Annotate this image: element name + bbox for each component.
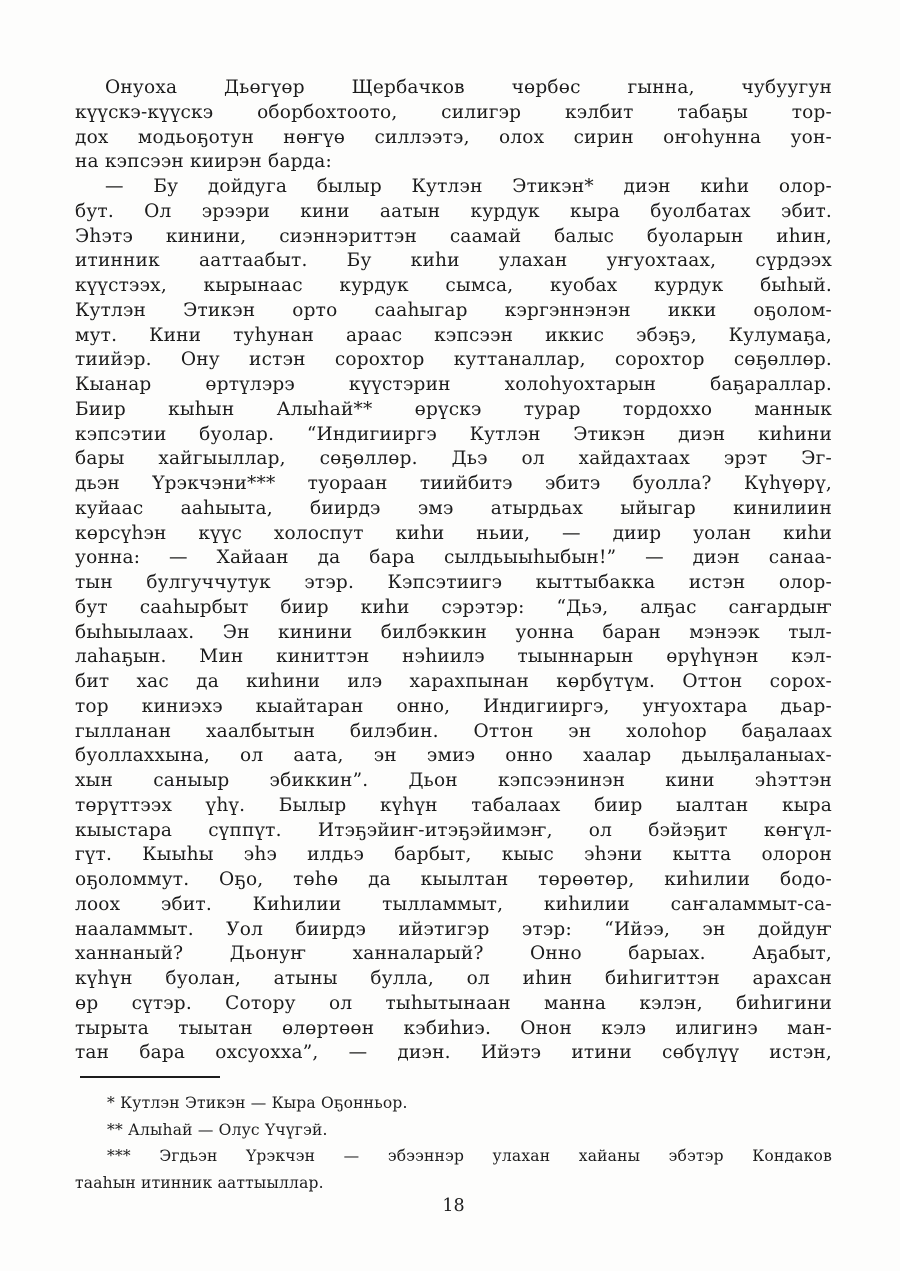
text-line: ханнаный? Дьонуҥ ханналарый? Онно барыах. Аҕабыт, xyxy=(75,943,832,965)
footnote-line: *** Эгдьэн Үрэкчэн — эбээннэр улахан хайаны эбэтэр Кондаков xyxy=(107,1147,832,1165)
text-line: итинник ааттаабыт. Бу киһи улахан уҥуохтаах, сүрдээх xyxy=(75,250,832,272)
text-line: мут. Кини туһунан араас кэпсээн иккис эбэҕэ, Кулумаҕа, xyxy=(75,324,832,346)
text-line: бут сааһырбыт биир киһи сэрэтэр: “Дьэ, алҕас саҥардыҥ xyxy=(75,596,832,618)
text-line: лаһаҕын. Мин киниттэн нэһиилэ тыыннарын өрүһүнэн кэл- xyxy=(75,646,832,668)
text-line: куйаас ааһыыта, биирдэ эмэ атырдьах ыйыгар кинилиин xyxy=(75,497,832,519)
text-line: на кэпсээн киирэн барда: xyxy=(75,151,332,173)
text-line: дьэн Үрэкчэни*** туораан тиийбитэ эбитэ буолла? Күһүөрү, xyxy=(75,473,832,494)
text-line: кэпсэтии буолар. “Индигииргэ Кутлэн Этикэн диэн киһини xyxy=(75,423,832,445)
text-line: быһыылаах. Эн кинини билбэккин уонна баран мэнээк тыл- xyxy=(75,621,832,643)
text-line: гылланан хаалбытын билэбин. Оттон эн холоһор баҕалаах xyxy=(75,720,832,742)
text-line: тын булгуччутук этэр. Кэпсэтиигэ кыттыбакка истэн олор- xyxy=(75,572,832,593)
text-line: буоллаххына, ол аата, эн эмиэ онно хаалар дьылҕаланыах- xyxy=(75,745,832,767)
text-line: кыыстара сүппүт. Итэҕэйиҥ-итэҕэйимэҥ, ол бэйэҕит көҥүл- xyxy=(75,819,832,841)
text-line: оҕоломмут. Оҕо, төһө да кыылтан төрөөтөр, киһилии бодо- xyxy=(75,869,832,890)
text-line: төрүттээх үһү. Былыр күһүн табалаах биир ыалтан кыра xyxy=(75,794,832,816)
text-line: тырыта тыытан өлөртөөн кэбиһиэ. Онон кэлэ илигинэ ман- xyxy=(75,1017,832,1039)
text-line: Биир кыһын Алыһай** өрүскэ турар тордоххо маннык xyxy=(75,398,832,420)
text-line: Кыанар өртүлэрэ күүстэрин холоһуохтарын баҕараллар. xyxy=(75,374,832,395)
text-line: хын саныыр эбиккин”. Дьон кэпсээнинэн кини эһэттэн xyxy=(75,770,832,791)
footnote-separator xyxy=(80,1076,220,1078)
text-line: лоох эбит. Киһилии тылламмыт, киһилии саҥаламмыт-са- xyxy=(75,893,832,915)
text-line: көрсүһэн күүс холоспут киһи ньии, — диир уолан киһи xyxy=(75,522,832,544)
text-line: күһүн буолан, атыны булла, ол иһин биһигиттэн арахсан xyxy=(75,968,832,989)
text-line: дох модьоҕотун нөҥүө силлээтэ, олох сирин оҥоһунна уон- xyxy=(75,126,832,148)
text-line: Кутлэн Этикэн орто сааһыгар кэргэннэнэн икки оҕолом- xyxy=(75,299,832,321)
footnote-line: тааһын итинник ааттыыллар. xyxy=(75,1173,324,1192)
text-line: уонна: — Хайаан да бара сылдьыыһыбын!” — диэн санаа- xyxy=(75,547,832,569)
text-line: — Бу дойдуга былыр Кутлэн Этикэн* диэн киһи олор- xyxy=(105,176,832,197)
text-line: нааламмыт. Уол биирдэ ийэтигэр этэр: “Ийээ, эн дойдуҥ xyxy=(75,918,832,940)
text-line: бары хайгыыллар, сөҕөллөр. Дьэ ол хайдахтаах эрэт Эг- xyxy=(75,448,832,470)
footnote-line: ** Алыһай — Олус Үчүгэй. xyxy=(107,1120,328,1139)
text-line: гүт. Кыыһы эһэ илдьэ барбыт, кыыс эһэни кытта олорон xyxy=(75,844,832,866)
text-line: тиийэр. Ону истэн сорохтор куттаналлар, сорохтор сөҕөллөр. xyxy=(75,349,832,371)
text-line: тан бара охсуохха”, — диэн. Ийэтэ итини сөбүлүү истэн, xyxy=(75,1042,832,1064)
text-line: бит хас да киһини илэ харахпынан көрбүтүм. Оттон сорох- xyxy=(75,671,832,692)
text-line: күүстээх, кырынаас курдук сымса, куобах курдук быһый. xyxy=(75,275,832,296)
text-line: Онуоха Дьөгүөр Щербачков чөрбөс гынна, чубуугун xyxy=(105,77,832,98)
text-line: Эһэтэ кинини, сиэннэриттэн саамай балыс буоларын иһин, xyxy=(75,225,832,247)
footnote-line: * Кутлэн Этикэн — Кыра Оҕонньор. xyxy=(107,1094,408,1112)
page-number: 18 xyxy=(442,1196,465,1216)
text-line: бут. Ол эрээри кини аатын курдук кыра буолбатах эбит. xyxy=(75,200,832,222)
text-line: өр сүтэр. Сотору ол тыһытынаан манна кэлэн, биһигини xyxy=(75,992,832,1014)
text-line: күүскэ-күүскэ оборбохтоото, силигэр кэлбит табаҕы тор- xyxy=(75,101,832,123)
text-line: тор киниэхэ кыайтаран онно, Индигииргэ, уҥуохтара дьар- xyxy=(75,695,832,717)
body-text xyxy=(75,76,832,1066)
footnotes xyxy=(75,1090,832,1196)
